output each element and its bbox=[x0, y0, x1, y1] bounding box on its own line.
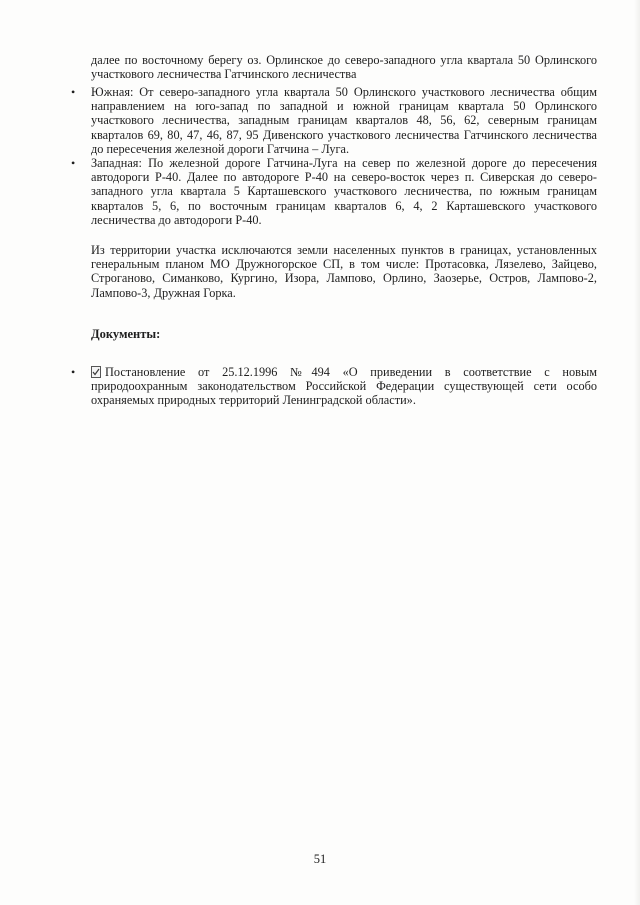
exclusion-paragraph: Из территории участка исключаются земли населенных пунктов в границах, установленных генеральным планом МО Дружногорское СП, в том числе: Протасовка, Лязелево, Зайцево, Строганово, Симанково, Кургино, Изора, Лампово, Орлино, Заозерье, Остров, Лампово-2, Лампово-3, Дружная Горка. bbox=[91, 243, 597, 300]
boundary-south-text: Южная: От северо-западного угла квартала 50 Орлинского участкового лесничества общим направлением на юго-запад по западной и южной границам квартала 50 Орлинского участкового лесничества, западным границам кварталов 48, 56, 62, северным границам кварталов 69, 80, 47, 46, 87, 95 Дивенского участкового лесничества Гатчинского лесничества до пересечения железной дороги Гатчина – Луга. bbox=[91, 85, 597, 156]
document-icon[interactable] bbox=[91, 366, 101, 378]
page-edge-shadow bbox=[634, 0, 640, 905]
bullet-icon: • bbox=[71, 365, 76, 379]
list-item[interactable] bbox=[71, 365, 597, 408]
list-item bbox=[71, 85, 597, 156]
boundary-continuation-text: далее по восточному берегу оз. Орлинское до северо-западного угла квартала 50 Орлинского участкового лесничества Гатчинского лесничества bbox=[91, 53, 597, 82]
page-number: 51 bbox=[313, 852, 327, 866]
list-item bbox=[71, 156, 597, 227]
boundary-west-text: Западная: По железной дороге Гатчина-Луга на север по железной дороге до пересечения автодороги Р-40. Далее по автодороге Р-40 на северо-восток через п. Сиверская до северо-западного угла квартала 5 Карташевского участкового лесничества, по южным границам кварталов 5, 6, по восточным границам кварталов 6, 4, 2 Карташевского участкового лесничества до автодороги Р-40. bbox=[91, 156, 597, 227]
bullet-icon: • bbox=[71, 85, 76, 99]
bullet-icon: • bbox=[71, 156, 76, 170]
documents-heading: Документы: bbox=[91, 327, 161, 341]
document-link-text[interactable]: Постановление от 25.12.1996 №494 «О приведении в соответствие с новым природоохранным законодательством Российской Федерации существующей сети особо охраняемых природных территорий Ленинградской области». bbox=[91, 365, 597, 408]
